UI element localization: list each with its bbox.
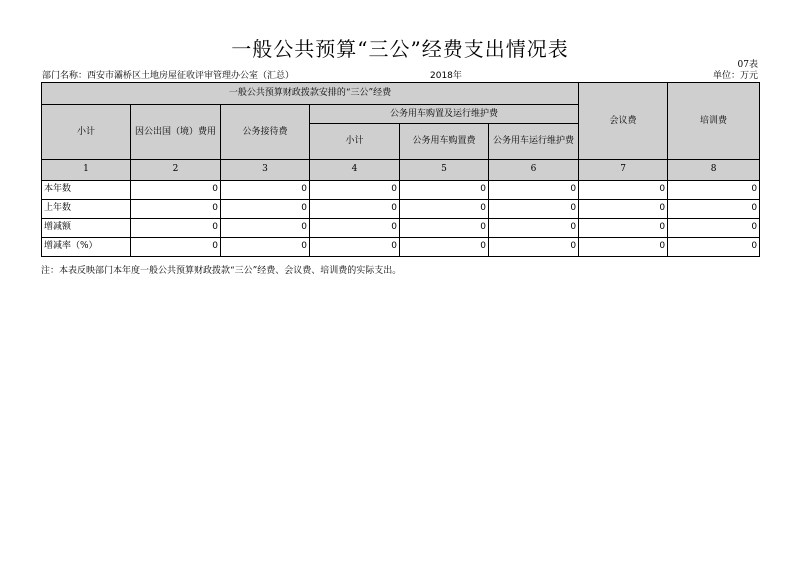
unit-label: 单位：万元 xyxy=(712,71,758,81)
cell-value: 0 xyxy=(489,237,579,256)
cell-value: 0 xyxy=(131,237,221,256)
page-title: 一般公共预算“三公”经费支出情况表 xyxy=(231,37,569,61)
cell-value: 0 xyxy=(310,199,400,218)
cell-value: 0 xyxy=(668,218,760,237)
header-outbound: 因公出国（境）费用 xyxy=(131,105,221,160)
header-vehicle-purchase: 公务用车购置费 xyxy=(400,124,489,160)
cell-value: 0 xyxy=(668,180,760,199)
cell-value: 0 xyxy=(400,199,489,218)
cell-value: 0 xyxy=(131,180,221,199)
cell-value: 0 xyxy=(579,237,668,256)
cell-value: 0 xyxy=(310,180,400,199)
cell-value: 0 xyxy=(131,199,221,218)
cell-value: 0 xyxy=(668,199,760,218)
column-number: 6 xyxy=(489,160,579,180)
table-row xyxy=(42,199,760,218)
column-number: 5 xyxy=(400,160,489,180)
column-number: 1 xyxy=(42,160,131,180)
table-note: 注：本表反映部门本年度一般公共预算财政拨款“三公”经费、会议费、培训费的实际支出。 xyxy=(41,266,402,276)
report-year: 2018年 xyxy=(430,71,462,81)
cell-value: 0 xyxy=(489,199,579,218)
cell-value: 0 xyxy=(400,237,489,256)
column-number: 3 xyxy=(221,160,310,180)
header-training: 培训费 xyxy=(668,83,760,160)
cell-value: 0 xyxy=(131,218,221,237)
cell-value: 0 xyxy=(489,218,579,237)
row-label: 增减额 xyxy=(42,218,131,237)
row-label: 本年数 xyxy=(42,180,131,199)
form-number: 07表 xyxy=(737,60,758,70)
cell-value: 0 xyxy=(310,218,400,237)
table-row xyxy=(42,180,760,199)
cell-value: 0 xyxy=(221,237,310,256)
cell-value: 0 xyxy=(579,180,668,199)
header-vehicle-subtotal: 小计 xyxy=(310,124,400,160)
cell-value: 0 xyxy=(579,199,668,218)
row-label: 增减率（%） xyxy=(42,237,131,256)
cell-value: 0 xyxy=(400,180,489,199)
cell-value: 0 xyxy=(221,199,310,218)
expense-table xyxy=(41,82,760,257)
table-row xyxy=(42,237,760,256)
cell-value: 0 xyxy=(310,237,400,256)
column-number: 4 xyxy=(310,160,400,180)
table-row xyxy=(42,218,760,237)
header-meeting: 会议费 xyxy=(579,83,668,160)
cell-value: 0 xyxy=(489,180,579,199)
cell-value: 0 xyxy=(579,218,668,237)
cell-value: 0 xyxy=(668,237,760,256)
column-number: 2 xyxy=(131,160,221,180)
header-vehicle-group: 公务用车购置及运行维护费 xyxy=(310,105,579,124)
column-number: 7 xyxy=(579,160,668,180)
cell-value: 0 xyxy=(400,218,489,237)
cell-value: 0 xyxy=(221,218,310,237)
header-three-public-group: 一般公共预算财政拨款安排的“三公”经费 xyxy=(42,83,579,105)
column-number: 8 xyxy=(668,160,760,180)
cell-value: 0 xyxy=(221,180,310,199)
header-reception: 公务接待费 xyxy=(221,105,310,160)
header-vehicle-operation: 公务用车运行维护费 xyxy=(489,124,579,160)
department-name: 部门名称：西安市灞桥区土地房屋征收评审管理办公室（汇总） xyxy=(42,71,295,81)
header-subtotal: 小计 xyxy=(42,105,131,160)
row-label: 上年数 xyxy=(42,199,131,218)
